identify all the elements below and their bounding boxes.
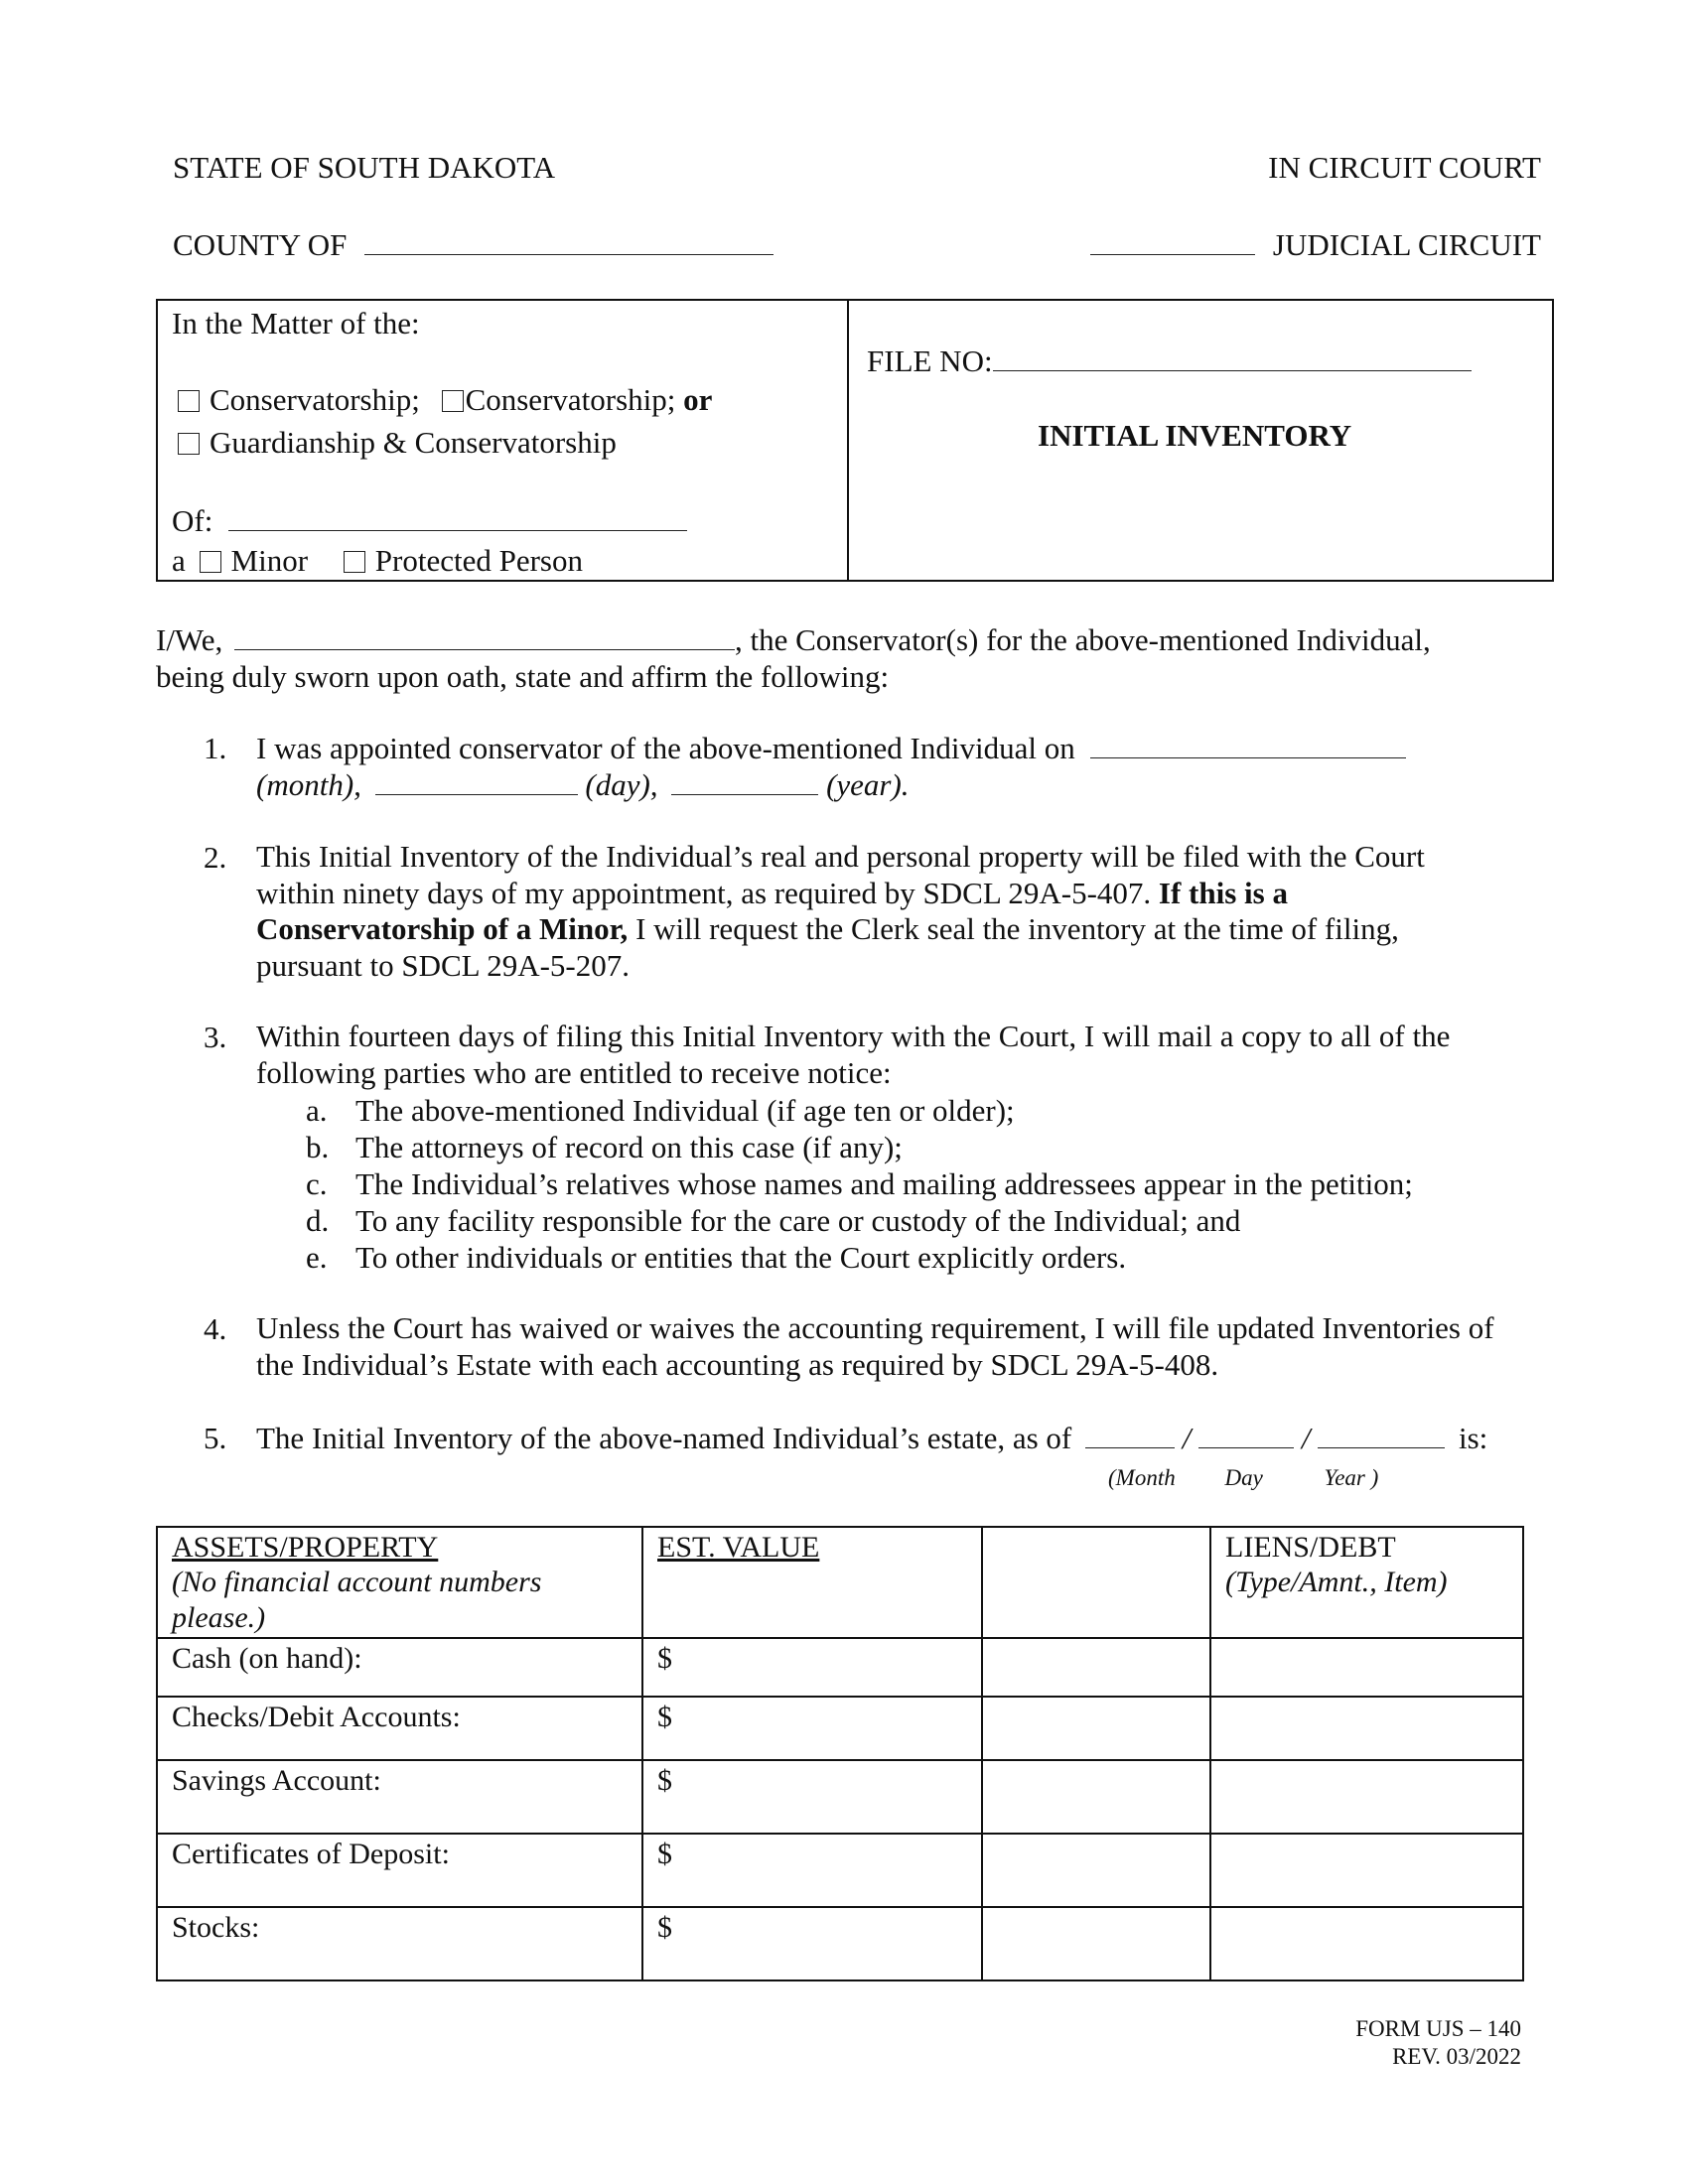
conservator-name-field[interactable] (234, 625, 735, 650)
option1-label: Conservatorship; (210, 382, 420, 417)
row-blank-cell[interactable] (982, 1760, 1210, 1834)
sub-item-a (256, 1092, 1015, 1129)
file-no-field[interactable] (993, 346, 1472, 371)
county-field[interactable] (364, 230, 774, 255)
sub-item-d (256, 1202, 1240, 1239)
year-caption: Year ) (1324, 1465, 1379, 1490)
table-header-row (157, 1527, 1523, 1638)
sub-text: The Individual’s relatives whose names and mailing addressees appear in the petition; (355, 1166, 1413, 1201)
table-row (157, 1834, 1523, 1907)
intro-rest: , the Conservator(s) for the above-mentioned Individual, (734, 622, 1431, 657)
row-label: Cash (on hand): (157, 1638, 642, 1697)
minor-label: Minor (230, 543, 309, 578)
document-title: INITIAL INVENTORY (1038, 418, 1352, 453)
item-4-text: Unless the Court has waived or waives the accounting requirement, I will file updated Inventories of the Individual’s Estate with each accounting as required by SDCL 29A-5-408. (256, 1310, 1494, 1382)
sub-text: The above-mentioned Individual (if age ten or older); (355, 1093, 1015, 1128)
month-caption: (Month (1108, 1465, 1176, 1490)
intro-line-2: being duly sworn upon oath, state and affirm the following: (156, 659, 890, 694)
protected-person-checkbox[interactable] (344, 551, 365, 573)
item-1-line-1 (256, 730, 1406, 766)
minor-checkbox[interactable] (200, 551, 221, 573)
matter-label: In the Matter of the: (172, 306, 420, 341)
row-liens-cell[interactable] (1210, 1638, 1523, 1697)
row-blank-cell[interactable] (982, 1697, 1210, 1760)
row-label: Stocks: (157, 1907, 642, 1980)
sub-label: c. (306, 1166, 328, 1201)
item-2-text (256, 839, 1487, 984)
item-5-text: The Initial Inventory of the above-named Individual’s estate, as of (256, 1421, 1072, 1455)
date-caption (1108, 1464, 1378, 1492)
is-label: is: (1458, 1421, 1488, 1455)
caption-box (156, 299, 1554, 582)
item-5-line (256, 1420, 1487, 1456)
option-row-2 (178, 424, 617, 461)
liens-header-label: LIENS/DEBT (1225, 1531, 1396, 1564)
sub-text: The attorneys of record on this case (if any); (355, 1130, 903, 1164)
day-caption: Day (1224, 1465, 1263, 1490)
option3-label: Guardianship & Conservatorship (210, 425, 617, 460)
item-5-number: 5. (204, 1421, 227, 1455)
item-1-number: 1. (204, 731, 227, 765)
of-line (172, 502, 687, 539)
liens-header (1210, 1527, 1523, 1638)
sub-label: b. (306, 1130, 330, 1164)
item-3-text: Within fourteen days of filing this Initial Inventory with the Court, I will mail a copy to all of the following parties who are entitled to receive notice: (256, 1019, 1451, 1090)
day-label: (day), (585, 767, 658, 802)
item-2-part-b: I will request the Clerk seal the inventory at the time of filing, pursuant to SDCL 29A-5-207. (256, 911, 1399, 983)
person-type-row (172, 542, 583, 579)
table-row (157, 1638, 1523, 1697)
row-blank-cell[interactable] (982, 1907, 1210, 1980)
option2-label: Conservatorship; (465, 382, 676, 417)
a-label: a (172, 543, 186, 578)
sub-text: To other individuals or entities that the Court explicitly orders. (355, 1240, 1127, 1275)
file-no-line (867, 342, 1472, 379)
sub-label: a. (306, 1093, 328, 1128)
year-label: (year). (826, 767, 910, 802)
item-1-text: I was appointed conservator of the above-mentioned Individual on (256, 731, 1075, 765)
circuit-line (1090, 226, 1541, 263)
row-liens-cell[interactable] (1210, 1760, 1523, 1834)
appointment-month-field[interactable] (1090, 734, 1406, 758)
item-2-part-a: This Initial Inventory of the Individual’s real and personal property will be filed with the Court within ninety days of my appointment, as required by SDCL 29A-5-407. (256, 839, 1425, 910)
value-header (642, 1527, 982, 1638)
conservatorship-checkbox-1[interactable] (178, 390, 200, 412)
item-4-number: 4. (204, 1311, 227, 1346)
file-no-label: FILE NO: (867, 343, 993, 378)
item-1-line-2 (256, 766, 910, 803)
or-label: or (683, 382, 713, 417)
protected-label: Protected Person (374, 543, 583, 578)
row-value-cell[interactable]: $ (642, 1760, 982, 1834)
sub-label: e. (306, 1240, 328, 1275)
form-footer (1355, 2015, 1521, 2070)
table-row (157, 1760, 1523, 1834)
month-label: (month), (256, 767, 361, 802)
inventory-day-field[interactable] (1198, 1424, 1294, 1448)
circuit-label: JUDICIAL CIRCUIT (1272, 227, 1541, 262)
inventory-table (156, 1526, 1524, 1981)
iwe-label: I/We, (156, 622, 223, 657)
row-label: Checks/Debit Accounts: (157, 1697, 642, 1760)
inventory-year-field[interactable] (1318, 1424, 1445, 1448)
row-liens-cell[interactable] (1210, 1697, 1523, 1760)
item-2-number: 2. (204, 840, 227, 875)
appointment-year-field[interactable] (671, 770, 818, 795)
row-value-cell[interactable]: $ (642, 1834, 982, 1907)
assets-header (157, 1527, 642, 1638)
form-revision: REV. 03/2022 (1392, 2043, 1521, 2069)
conservatorship-checkbox-2[interactable] (442, 390, 464, 412)
blank-header (982, 1527, 1210, 1638)
assets-header-label: ASSETS/PROPERTY (172, 1531, 439, 1564)
county-line (173, 226, 774, 263)
intro-line-1 (156, 621, 1431, 658)
assets-header-note: (No financial account numbers please.) (172, 1566, 542, 1634)
sub-label: d. (306, 1203, 330, 1238)
date-slash-2: / (1301, 1421, 1311, 1455)
form-number: FORM UJS – 140 (1355, 2016, 1521, 2041)
table-row (157, 1697, 1523, 1760)
row-blank-cell[interactable] (982, 1638, 1210, 1697)
of-label: Of: (172, 503, 213, 538)
item-2-bold: If this is a Conservatorship of a Minor, (256, 875, 1288, 947)
guardianship-checkbox[interactable] (178, 433, 200, 455)
row-value-cell[interactable]: $ (642, 1907, 982, 1980)
row-label: Certificates of Deposit: (157, 1834, 642, 1907)
inventory-month-field[interactable] (1085, 1424, 1175, 1448)
row-blank-cell[interactable] (982, 1834, 1210, 1907)
county-label: COUNTY OF (173, 227, 348, 262)
circuit-number-field[interactable] (1090, 230, 1255, 255)
row-value-cell[interactable]: $ (642, 1697, 982, 1760)
value-header-label: EST. VALUE (657, 1531, 820, 1564)
liens-header-note: (Type/Amnt., Item) (1225, 1566, 1448, 1599)
row-label: Savings Account: (157, 1760, 642, 1834)
row-liens-cell[interactable] (1210, 1907, 1523, 1980)
row-liens-cell[interactable] (1210, 1834, 1523, 1907)
individual-name-field[interactable] (228, 506, 687, 531)
item-3-number: 3. (204, 1020, 227, 1054)
sub-item-e (256, 1239, 1126, 1276)
row-value-cell[interactable]: $ (642, 1638, 982, 1697)
sub-item-c (256, 1165, 1413, 1202)
table-row (157, 1907, 1523, 1980)
date-slash-1: / (1182, 1421, 1192, 1455)
appointment-day-field[interactable] (375, 770, 578, 795)
state-heading: STATE OF SOUTH DAKOTA (173, 150, 556, 185)
caption-divider (847, 301, 849, 580)
court-heading: IN CIRCUIT COURT (1268, 150, 1541, 185)
sub-item-b (256, 1129, 903, 1165)
sub-text: To any facility responsible for the care or custody of the Individual; and (355, 1203, 1241, 1238)
option-row-1 (178, 381, 712, 418)
